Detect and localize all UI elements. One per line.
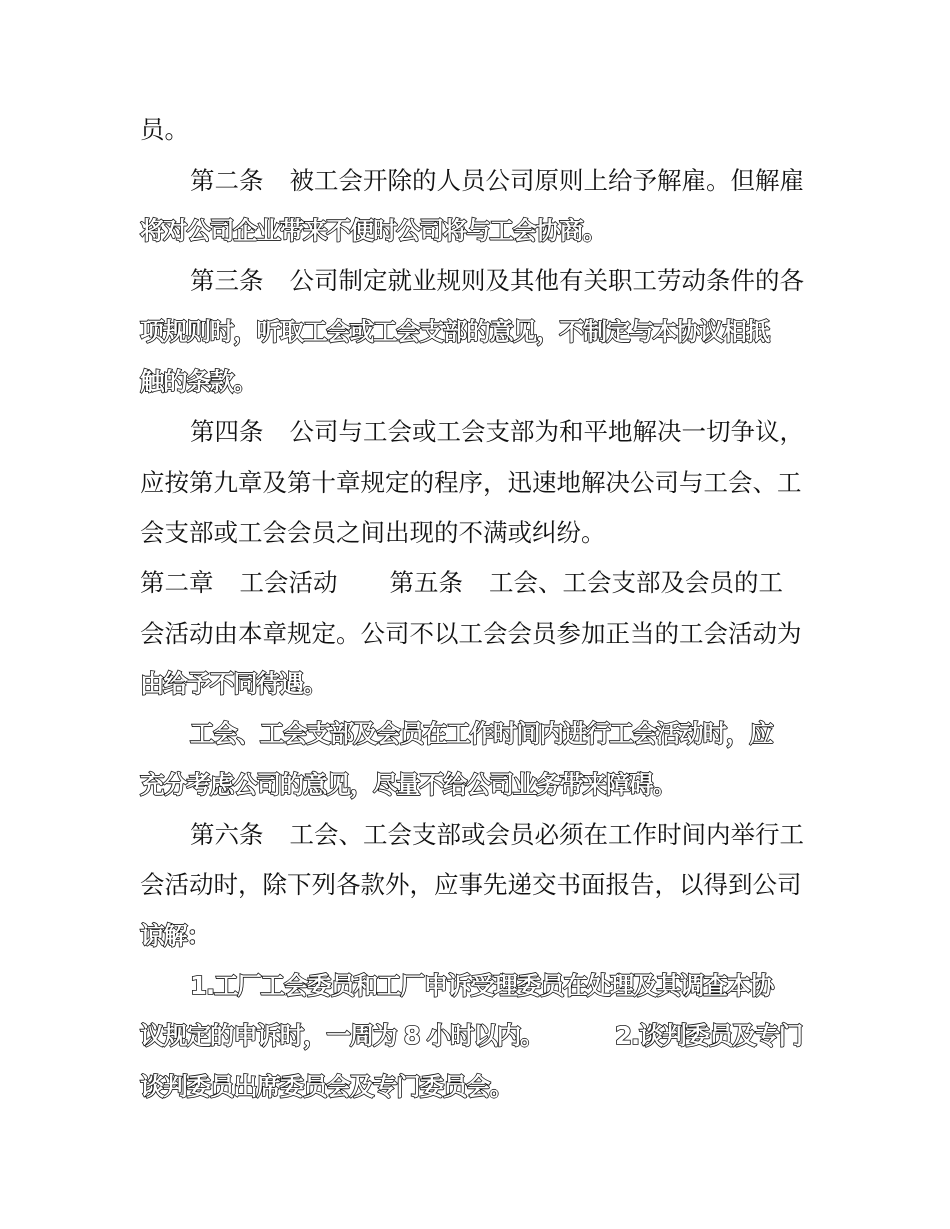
chapter-title: 工会活动 xyxy=(239,568,338,597)
article-label: 第六条 xyxy=(190,820,264,849)
article-label: 第二条 xyxy=(190,166,264,195)
text-line: 议规定的申诉时，一周为 8 小时以内。 xyxy=(140,1021,544,1050)
text-line: 谅解： xyxy=(140,921,210,950)
text-line: 公司与工会或工会支部为和平地解决一切争议， xyxy=(289,417,804,446)
text-line: 由给予不同待遇。 xyxy=(140,669,327,698)
list-item-line xyxy=(140,1021,810,1051)
text-line: 充分考虑公司的意见，尽量不给公司业务带来障碍。 xyxy=(140,770,676,799)
article-label: 第四条 xyxy=(190,417,264,446)
chapter-2-line xyxy=(140,568,783,598)
text-line: 工会、工会支部及会员的工 xyxy=(489,568,783,597)
text-line: 被工会开除的人员公司原则上给予解雇。但解雇 xyxy=(289,166,804,195)
chapter-label: 第二章 xyxy=(140,568,214,597)
text-line: 将对公司企业带来不便时公司将与工会协商。 xyxy=(140,216,606,245)
text-line: 会支部或工会会员之间出现的不满或纠纷。 xyxy=(140,518,606,547)
list-item-1: 1.工厂工会委员和工厂申诉受理委员在处理及其调查本协 xyxy=(190,971,774,1000)
text-line: 工会、工会支部或会员必须在工作时间内举行工 xyxy=(289,820,804,849)
text-line: 会活动由本章规定。公司不以工会会员参加正当的工会活动为 xyxy=(140,619,802,648)
article-6-line xyxy=(190,820,804,850)
text-line: 项规则时，听取工会或工会支部的意见，不制定与本协议相抵 xyxy=(140,317,770,346)
article-2-line xyxy=(190,166,804,196)
article-4-line xyxy=(190,417,804,447)
text-line: 员。 xyxy=(140,115,189,144)
text-line: 谈判委员出席委员会及专门委员会。 xyxy=(140,1072,513,1101)
text-line: 工会、工会支部及会员在工作时间内进行工会活动时，应 xyxy=(190,719,773,748)
article-label: 第三条 xyxy=(190,266,264,295)
list-item-2: 2.谈判委员及专门 xyxy=(615,1021,803,1050)
text-line: 触的条款。 xyxy=(140,367,257,396)
text-line: 应按第九章及第十章规定的程序，迅速地解决公司与工会、工 xyxy=(140,468,802,497)
article-3-line xyxy=(190,266,804,296)
text-line: 公司制定就业规则及其他有关职工劳动条件的各 xyxy=(289,266,804,295)
article-label: 第五条 xyxy=(389,568,463,597)
text-line: 会活动时，除下列各款外，应事先递交书面报告，以得到公司 xyxy=(140,870,802,899)
